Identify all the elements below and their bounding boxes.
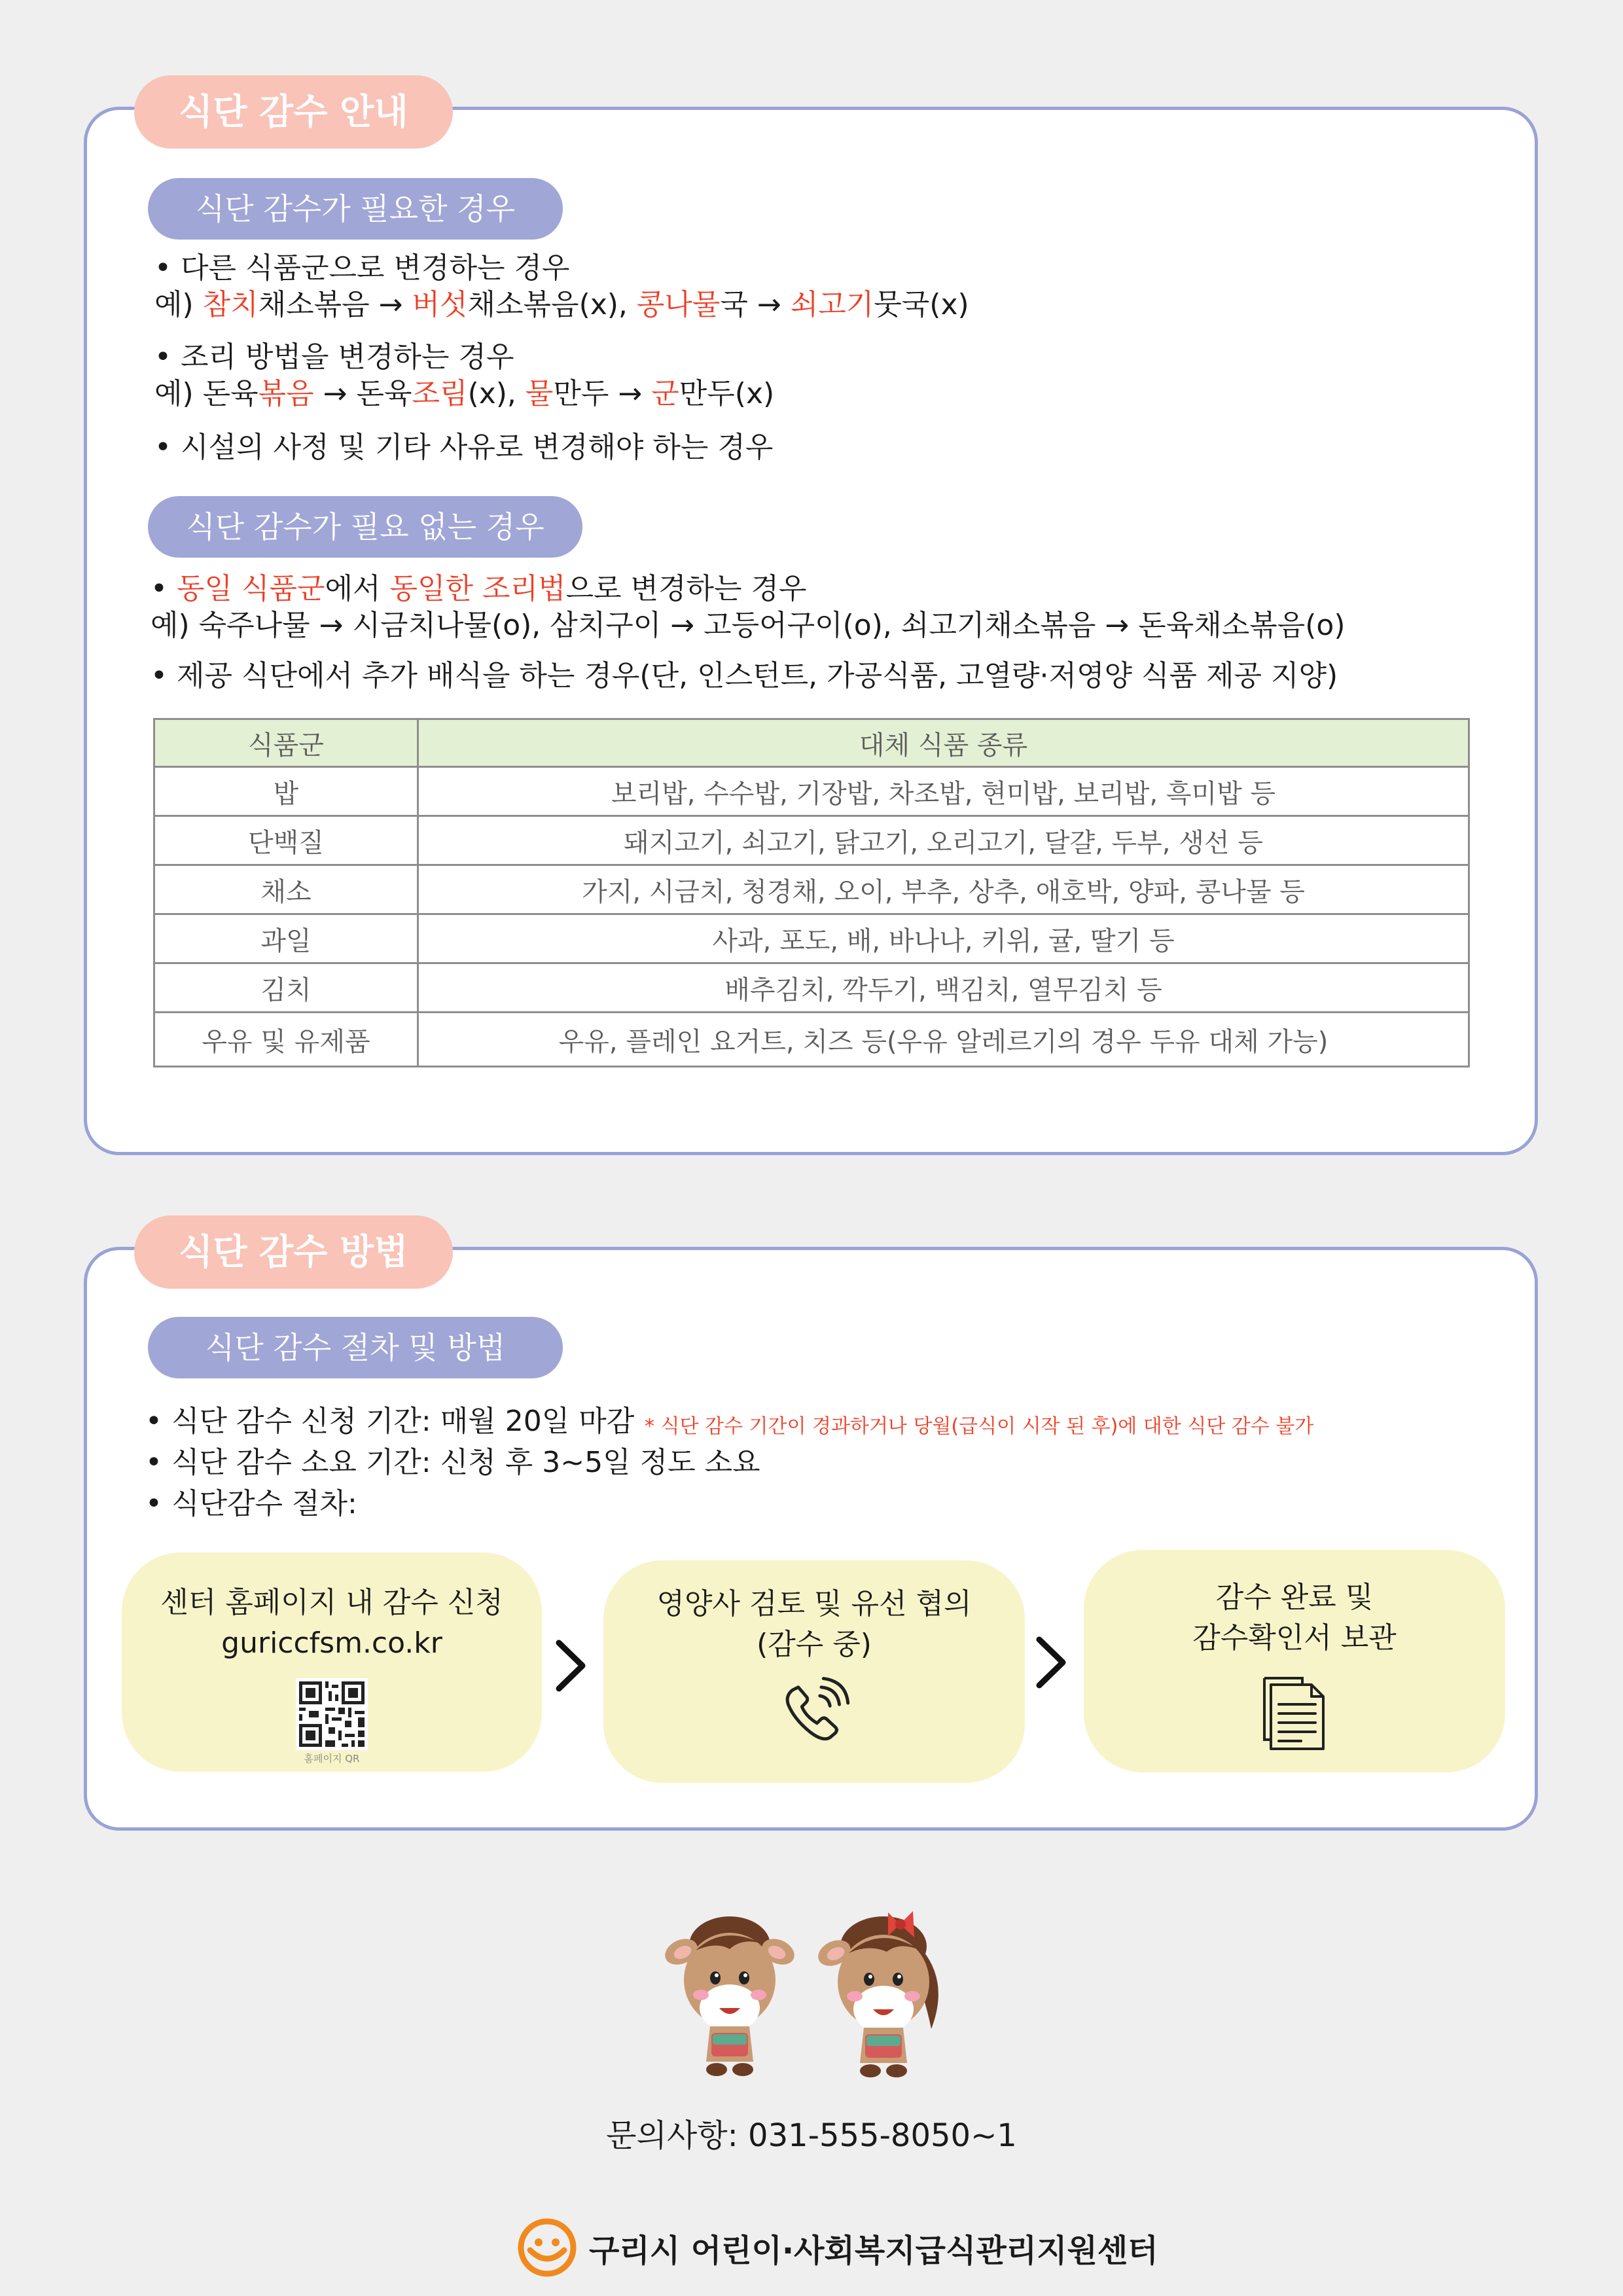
- procedure-text: • 식단감수 절차:: [145, 1487, 357, 1520]
- table-row: [154, 767, 1469, 816]
- deadline-note: * 식단 감수 기간이 경과하거나 당월(급식이 시작 된 후)에 대한 식단 감수 불가: [645, 1415, 1314, 1438]
- table-cell-items: 우유, 플레인 요거트, 치즈 등(우유 알레르기의 경우 두유 대체 가능): [418, 1013, 1469, 1067]
- mascot-girl-illustration: [815, 1898, 952, 2088]
- not-needed-item-2: • 제공 식단에서 추가 배식을 하는 경우(단, 인스턴트, 가공식품, 고열량·저영양 식품 제공 지양): [151, 659, 1338, 692]
- table-row: [154, 865, 1469, 914]
- deadline-text: • 식단 감수 신청 기간: 매월 20일 마감: [145, 1405, 635, 1438]
- qr-caption: 홈페이지 QR: [304, 1753, 360, 1765]
- not-needed-subtitle: 식단 감수가 필요 없는 경우: [148, 496, 582, 558]
- duration-text: • 식단 감수 소요 기간: 신청 후 3~5일 정도 소요: [145, 1446, 760, 1479]
- table-cell-group: 단백질: [154, 816, 418, 865]
- needed-item-2: • 조리 방법을 변경하는 경우: [154, 340, 514, 374]
- step-3-complete: [1084, 1550, 1505, 1772]
- not-needed-item-1: • 동일 식품군에서 동일한 조리법으로 변경하는 경우: [151, 572, 807, 605]
- phone-icon: [778, 1674, 850, 1746]
- table-row: [154, 816, 1469, 865]
- step-3-label: 감수 완료 및: [1215, 1581, 1374, 1614]
- needed-item-3: • 시설의 사정 및 기타 사유로 변경해야 하는 경우: [154, 431, 774, 464]
- table-cell-items: 사과, 포도, 배, 바나나, 키위, 귤, 딸기 등: [418, 914, 1469, 963]
- needed-item-2-example: 예) 돈육볶음 → 돈육조림(x), 물만두 → 군만두(x): [154, 377, 775, 410]
- table-cell-group: 김치: [154, 963, 418, 1013]
- not-needed-item-1-example: 예) 숙주나물 → 시금치나물(o), 삼치구이 → 고등어구이(o), 쇠고기채소볶음 → 돈육채소볶음(o): [151, 609, 1346, 642]
- table-cell-group: 채소: [154, 865, 418, 914]
- step-1-apply: [122, 1552, 542, 1772]
- table-cell-group: 밥: [154, 767, 418, 816]
- document-icon: [1255, 1670, 1334, 1755]
- table-row: [154, 1013, 1469, 1067]
- step-2-label: 영양사 검토 및 유선 협의: [656, 1587, 972, 1621]
- table-cell-items: 보리밥, 수수밥, 기장밥, 차조밥, 현미밥, 보리밥, 흑미밥 등: [418, 767, 1469, 816]
- chevron-right-icon: [551, 1636, 590, 1695]
- table-cell-items: 배추김치, 깍두기, 백김치, 열무김치 등: [418, 963, 1469, 1013]
- needed-item-1-example: 예) 참치채소볶음 → 버섯채소볶음(x), 콩나물국 → 쇠고기뭇국(x): [154, 288, 969, 321]
- procedure-subtitle: 식단 감수 절차 및 방법: [148, 1317, 563, 1378]
- qr-code-icon[interactable]: [296, 1678, 368, 1750]
- table-cell-group: 과일: [154, 914, 418, 963]
- organization-footer: [517, 2214, 1158, 2282]
- mascot-boy-illustration: [664, 1898, 795, 2088]
- method-title: 식단 감수 방법: [134, 1215, 453, 1289]
- table-row: [154, 914, 1469, 963]
- table-header-row: [154, 719, 1469, 767]
- step-1-label: 센터 홈페이지 내 감수 신청: [160, 1586, 503, 1619]
- step-2-review: [603, 1560, 1025, 1783]
- step-2-status: (감수 중): [757, 1628, 872, 1661]
- organization-name: 구리시 어린이·사회복지급식관리지원센터: [589, 2232, 1158, 2269]
- chevron-right-icon: [1031, 1633, 1071, 1692]
- guide-title: 식단 감수 안내: [134, 75, 453, 149]
- needed-item-1: • 다른 식품군으로 변경하는 경우: [154, 251, 570, 285]
- step-1-url: guriccfsm.co.kr: [221, 1626, 442, 1660]
- table-cell-items: 돼지고기, 쇠고기, 닭고기, 오리고기, 달걀, 두부, 생선 등: [418, 816, 1469, 865]
- table-row: [154, 963, 1469, 1013]
- table-cell-group: 우유 및 유제품: [154, 1013, 418, 1067]
- step-3-storage: 감수확인서 보관: [1192, 1621, 1397, 1655]
- table-header-food-group: 식품군: [154, 719, 418, 767]
- table-header-substitutes: 대체 식품 종류: [418, 719, 1469, 767]
- table-cell-items: 가지, 시금치, 청경채, 오이, 부추, 상추, 애호박, 양파, 콩나물 등: [418, 865, 1469, 914]
- needed-subtitle: 식단 감수가 필요한 경우: [148, 178, 563, 240]
- smile-logo-icon: [517, 2217, 577, 2278]
- contact-info: 문의사항: 031-555-8050~1: [606, 2117, 1017, 2154]
- substitute-food-table: [153, 718, 1470, 1067]
